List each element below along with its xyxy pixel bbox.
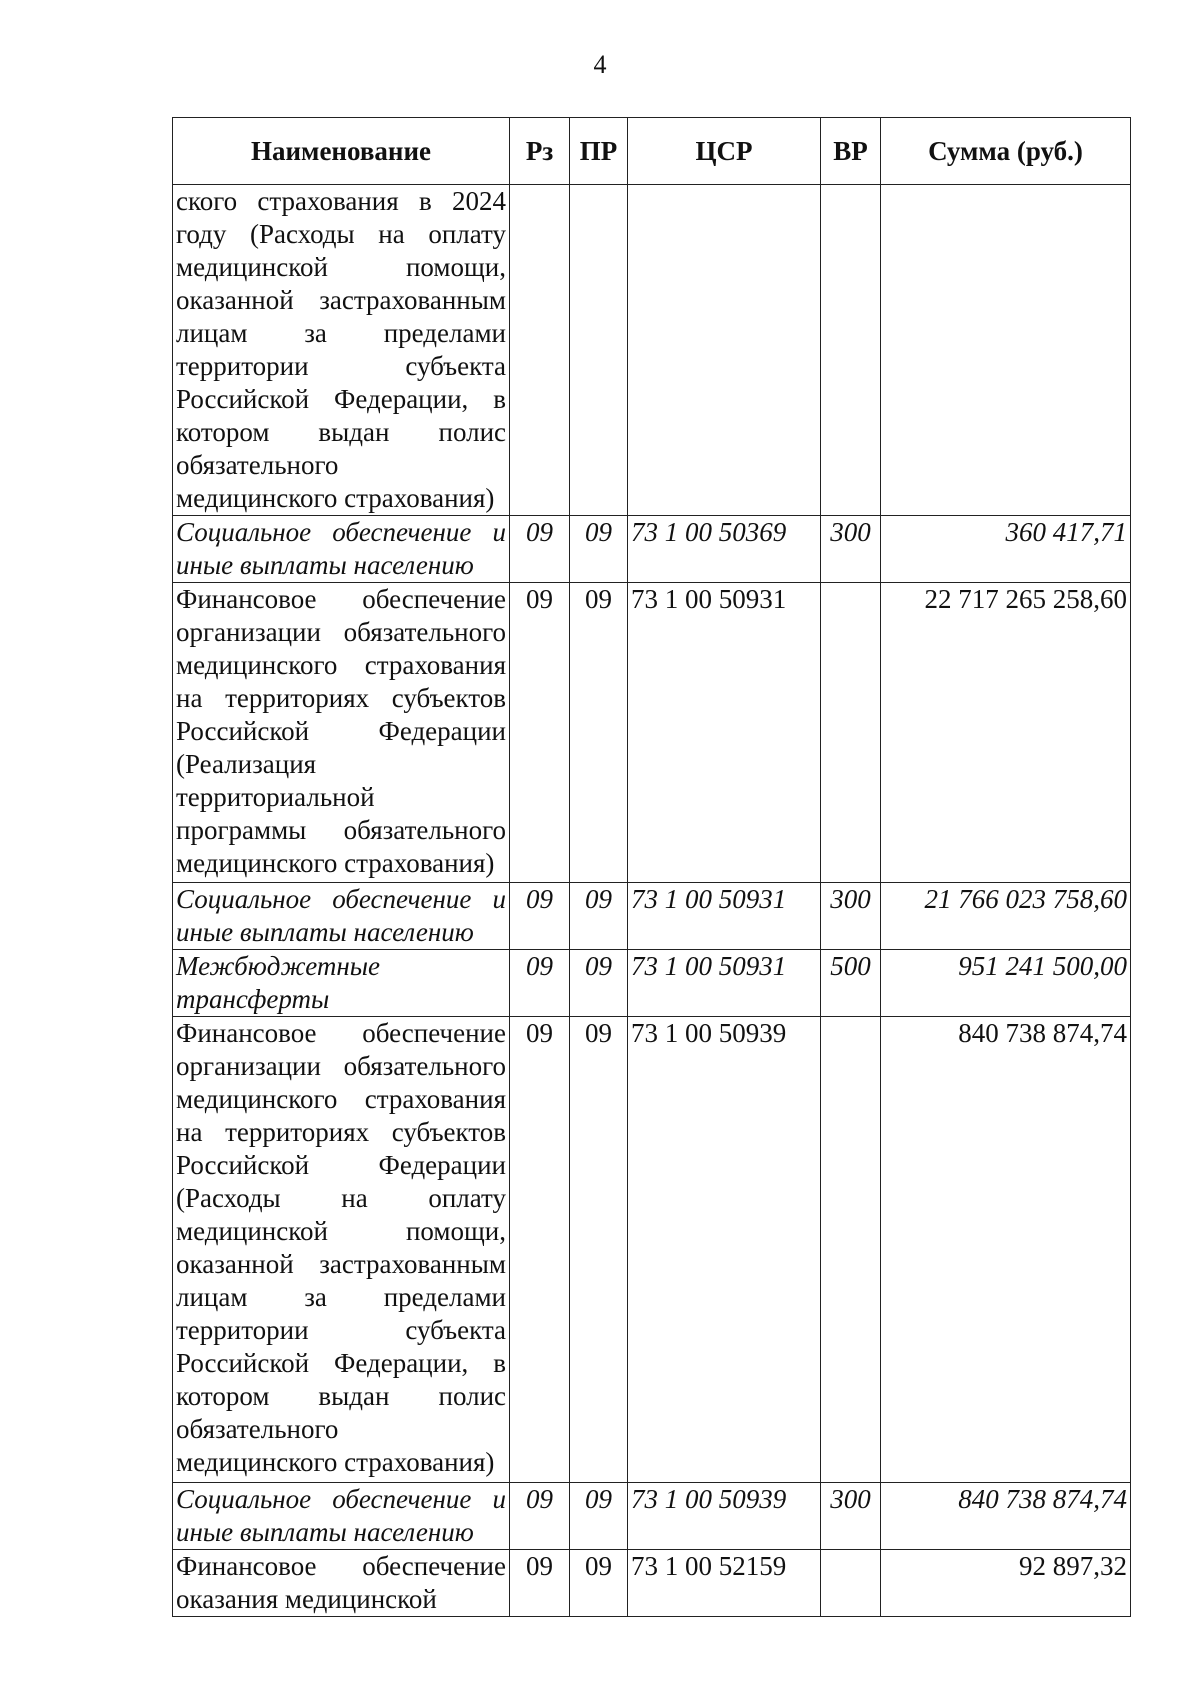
row-csr: 73 1 00 52159 <box>628 1550 821 1617</box>
row-name: Социальное обеспечение и иные выплаты населению <box>173 1483 510 1550</box>
row-sum: 840 738 874,74 <box>881 1483 1131 1550</box>
row-rz: 09 <box>510 1483 570 1550</box>
row-csr: 73 1 00 50939 <box>628 1483 821 1550</box>
row-rz: 09 <box>510 1017 570 1483</box>
row-vr <box>821 1550 881 1617</box>
header-csr: ЦСР <box>628 118 821 185</box>
table-row <box>173 1017 1131 1483</box>
row-csr: 73 1 00 50939 <box>628 1017 821 1483</box>
header-rz: Рз <box>510 118 570 185</box>
header-sum: Сумма (руб.) <box>881 118 1131 185</box>
row-name: Финансовое обеспечение организации обязательного медицинского страхования на территориях субъектов Российской Федерации (Реализация территориальной программы обязательного медицинского страхования) <box>173 583 510 883</box>
table-row <box>173 883 1131 950</box>
row-csr: 73 1 00 50931 <box>628 583 821 883</box>
row-rz <box>510 185 570 516</box>
row-pr: 09 <box>570 583 628 883</box>
budget-table <box>172 117 1131 1617</box>
row-sum <box>881 185 1131 516</box>
row-sum: 360 417,71 <box>881 516 1131 583</box>
table-row <box>173 583 1131 883</box>
table-row <box>173 185 1131 516</box>
row-name: Социальное обеспечение и иные выплаты населению <box>173 883 510 950</box>
row-rz: 09 <box>510 583 570 883</box>
row-rz: 09 <box>510 883 570 950</box>
row-csr: 73 1 00 50931 <box>628 883 821 950</box>
row-vr <box>821 583 881 883</box>
row-pr: 09 <box>570 1550 628 1617</box>
row-sum: 22 717 265 258,60 <box>881 583 1131 883</box>
row-name: Социальное обеспечение и иные выплаты населению <box>173 516 510 583</box>
row-vr: 300 <box>821 883 881 950</box>
table-row <box>173 1483 1131 1550</box>
row-sum: 951 241 500,00 <box>881 950 1131 1017</box>
row-vr: 500 <box>821 950 881 1017</box>
row-rz: 09 <box>510 950 570 1017</box>
table-row <box>173 516 1131 583</box>
row-vr <box>821 185 881 516</box>
row-csr <box>628 185 821 516</box>
table-header-row <box>173 118 1131 185</box>
row-sum: 92 897,32 <box>881 1550 1131 1617</box>
row-pr: 09 <box>570 1483 628 1550</box>
header-vr: ВР <box>821 118 881 185</box>
row-vr <box>821 1017 881 1483</box>
row-pr: 09 <box>570 883 628 950</box>
row-name: Финансовое обеспечение оказания медицинской <box>173 1550 510 1617</box>
row-csr: 73 1 00 50931 <box>628 950 821 1017</box>
row-pr <box>570 185 628 516</box>
header-pr: ПР <box>570 118 628 185</box>
row-sum: 840 738 874,74 <box>881 1017 1131 1483</box>
row-vr: 300 <box>821 516 881 583</box>
row-csr: 73 1 00 50369 <box>628 516 821 583</box>
row-name: Финансовое обеспечение организации обязательного медицинского страхования на территориях субъектов Российской Федерации (Расходы на оплату медицинской помощи, оказанной застрахованным лицам за пределами территории субъекта Российской Федерации, в котором выдан полис обязательного медицинского страхования) <box>173 1017 510 1483</box>
header-name: Наименование <box>173 118 510 185</box>
page-number: 4 <box>593 50 607 79</box>
table-row <box>173 950 1131 1017</box>
row-vr: 300 <box>821 1483 881 1550</box>
row-pr: 09 <box>570 516 628 583</box>
row-rz: 09 <box>510 1550 570 1617</box>
row-sum: 21 766 023 758,60 <box>881 883 1131 950</box>
row-pr: 09 <box>570 1017 628 1483</box>
table-row <box>173 1550 1131 1617</box>
row-name: ского страхования в 2024 году (Расходы на оплату медицинской помощи, оказанной застрахованным лицам за пределами территории субъекта Российской Федерации, в котором выдан полис обязательного медицинского страхования) <box>173 185 510 516</box>
row-name: Межбюджетные трансферты <box>173 950 510 1017</box>
row-rz: 09 <box>510 516 570 583</box>
row-pr: 09 <box>570 950 628 1017</box>
